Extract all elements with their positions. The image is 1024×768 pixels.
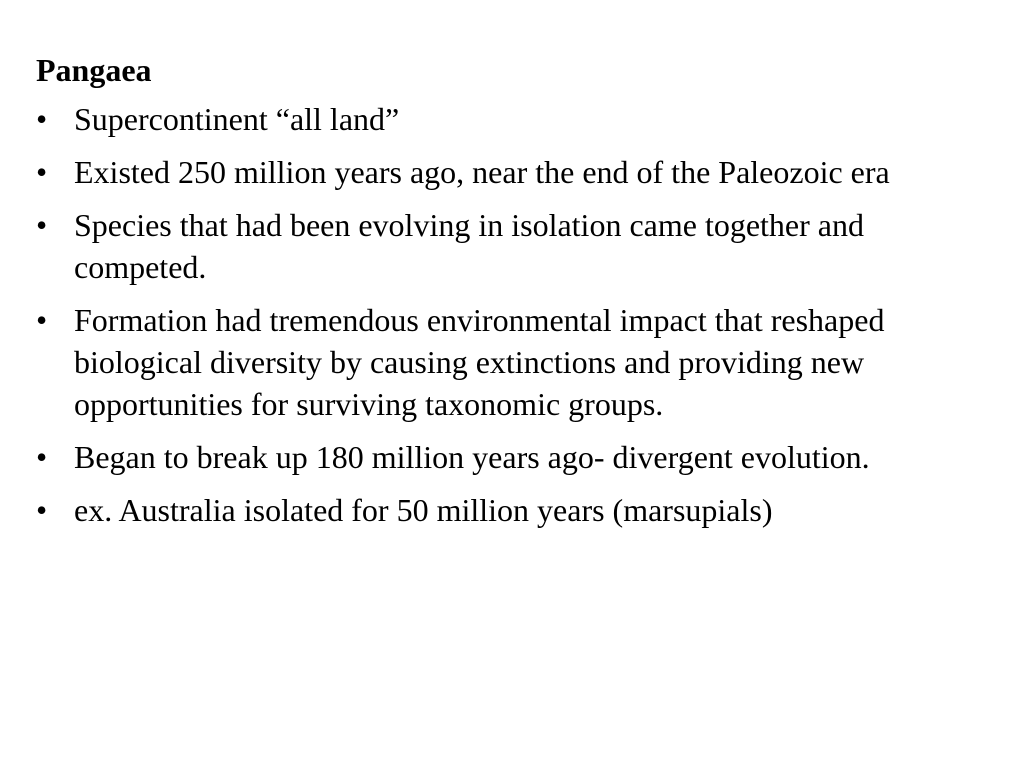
bullet-item-formation: [36, 299, 984, 425]
bullet-dot-icon: •: [36, 101, 48, 137]
bullet-item-existed: [36, 151, 984, 193]
bullet-dot-icon: •: [36, 439, 48, 475]
bullet-text: ex. Australia isolated for 50 million years (marsupials): [74, 492, 773, 528]
bullet-text: Supercontinent “all land”: [74, 101, 400, 137]
bullet-text: Existed 250 million years ago, near the end of the Paleozoic era: [74, 154, 890, 190]
bullet-dot-icon: •: [36, 154, 48, 190]
bullet-text: Began to break up 180 million years ago- divergent evolution.: [74, 439, 870, 475]
bullet-dot-icon: •: [36, 492, 48, 528]
bullet-text: Formation had tremendous environmental impact that reshaped biological diversity by causing extinctions and providing new opportunities for surviving taxonomic groups.: [74, 302, 885, 422]
bullet-dot-icon: •: [36, 302, 48, 338]
slide-title: Pangaea: [36, 52, 152, 88]
bullet-list: [36, 98, 984, 531]
bullet-item-supercontinent: [36, 98, 984, 140]
bullet-item-breakup: [36, 436, 984, 478]
bullet-item-species: [36, 204, 984, 288]
bullet-item-australia: [36, 489, 984, 531]
bullet-text: Species that had been evolving in isolation came together and competed.: [74, 207, 864, 285]
bullet-dot-icon: •: [36, 207, 48, 243]
